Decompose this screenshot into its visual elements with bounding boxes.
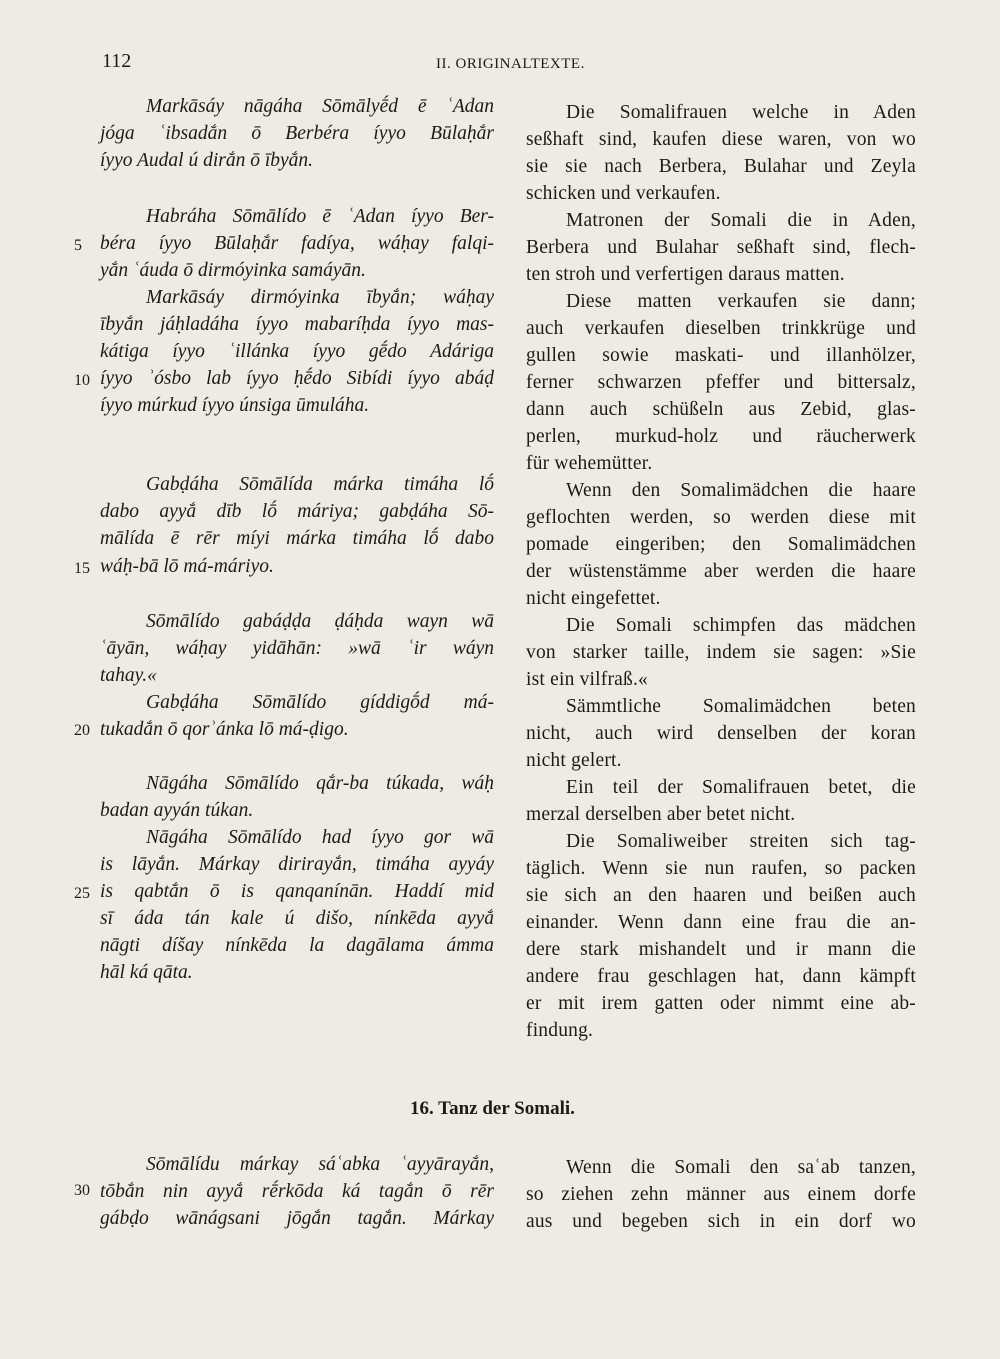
- german-line: täglich. Wenn sie nun raufen, so packen: [526, 858, 916, 879]
- german-line: Matronen der Somali die in Aden,: [566, 210, 916, 231]
- somali-line: Sōmālídu márkay sáʿabka ʿayyārayắn,: [146, 1154, 494, 1175]
- somali-line: béra íyyo Būlaḥắr fadíya, wáḥay falqi-: [100, 233, 494, 254]
- somali-line: gábḍo wānágsani jōgắn tagắn. Márkay: [100, 1208, 494, 1229]
- somali-line: is lāyắn. Márkay dirirayắn, timáha ayyáy: [100, 854, 494, 875]
- german-line: dann auch schüßeln aus Zebid, glas-: [526, 399, 916, 420]
- somali-line: wáḥ-bā lō má-máriyo.: [100, 556, 274, 577]
- line-number: 15: [74, 560, 90, 577]
- somali-line: tōbắn nin ayyắ rḗrkōda ká tagắn ō rēr: [100, 1181, 494, 1202]
- german-line: andere frau geschlagen hat, dann kämpft: [526, 966, 916, 987]
- german-line: Die Somalifrauen welche in Aden: [566, 102, 916, 123]
- german-line: nicht, auch wird denselben der koran: [526, 723, 916, 744]
- somali-line: íyyo múrkud íyyo únsiga ūmuláha.: [100, 395, 370, 416]
- somali-line: dabo ayyắ dīb lṓ máriya; gabḍáha Sō-: [100, 501, 494, 522]
- german-line: Wenn die Somali den saʿab tanzen,: [566, 1157, 916, 1178]
- somali-line: ʿāyān, wáḥay yidāhān: »wā ʿir wáyn: [100, 638, 494, 659]
- running-head: II. ORIGINALTEXTE.: [436, 56, 585, 72]
- german-line: für wehemütter.: [526, 453, 653, 474]
- somali-line: hāl ká qāta.: [100, 962, 193, 983]
- somali-line: Nāgáha Sōmālído qắr-ba túkada, wáḥ: [146, 773, 494, 794]
- german-line: sie sich an den haaren und beißen auch: [526, 885, 916, 906]
- somali-line: tahay.«: [100, 665, 157, 686]
- german-line: schicken und verkaufen.: [526, 183, 721, 204]
- somali-line: Nāgáha Sōmālído had íyyo gor wā: [146, 827, 494, 848]
- german-line: seßhaft sind, kaufen diese waren, von wo: [526, 129, 916, 150]
- german-line: nicht gelert.: [526, 750, 622, 771]
- german-line: pomade eingeriben; den Somalimädchen: [526, 534, 916, 555]
- somali-line: tukadắn ō qorʾánka lō má-ḍigo.: [100, 719, 349, 740]
- german-line: ten stroh und verfertigen daraus matten.: [526, 264, 845, 285]
- section-title: 16. Tanz der Somali.: [410, 1098, 575, 1119]
- somali-line: jóga ʿibsadắn ō Berbéra íyyo Būlaḥắr: [100, 123, 494, 144]
- line-number: 25: [74, 885, 90, 902]
- german-line: Diese matten verkaufen sie dann;: [566, 291, 916, 312]
- somali-line: is qabtắn ō is qanqanínān. Haddí mid: [100, 881, 494, 902]
- german-line: ist ein vilfraß.«: [526, 669, 648, 690]
- somali-line: nāgti díšay nínkēda la dagālama ámma: [100, 935, 494, 956]
- german-line: der wüstenstämme aber werden die haare: [526, 561, 916, 582]
- somali-line: íyyo Audal ú dirắn ō ībyắn.: [100, 150, 314, 171]
- german-line: Ein teil der Somalifrauen betet, die: [566, 777, 916, 798]
- somali-line: mālída ē rēr míyi márka timáha lṓ dabo: [100, 528, 494, 549]
- german-line: gullen sowie maskati- und illanhölzer,: [526, 345, 916, 366]
- german-line: Die Somali schimpfen das mädchen: [566, 615, 916, 636]
- line-number: 5: [74, 237, 82, 254]
- german-line: sie sie nach Berbera, Bulahar und Zeyla: [526, 156, 916, 177]
- german-line: merzal derselben aber betet nicht.: [526, 804, 796, 825]
- somali-line: yắn ʿáuda ō dirmóyinka samáyān.: [100, 260, 366, 281]
- german-line: er mit irem gatten oder nimmt eine ab-: [526, 993, 916, 1014]
- somali-line: Sōmālído gabáḍḍa ḍáḥda wayn wā: [146, 611, 494, 632]
- german-line: Berbera und Bulahar seßhaft sind, flech-: [526, 237, 916, 258]
- line-number: 10: [74, 372, 90, 389]
- somali-line: Habráha Sōmālído ē ʿAdan íyyo Ber-: [146, 206, 494, 227]
- somali-line: íyyo ʾósbo lab íyyo ḥḗdo Sibídi íyyo abáḍ: [100, 368, 494, 389]
- somali-line: badan ayyán túkan.: [100, 800, 254, 821]
- german-line: auch verkaufen dieselben trinkkrüge und: [526, 318, 916, 339]
- german-line: Die Somaliweiber streiten sich tag-: [566, 831, 916, 852]
- german-line: Wenn den Somalimädchen die haare: [566, 480, 916, 501]
- somali-line: Markāsáy dirmóyinka ībyắn; wáḥay: [146, 287, 494, 308]
- line-number: 30: [74, 1182, 90, 1199]
- german-line: von starker taille, indem sie sagen: »Sie: [526, 642, 916, 663]
- german-line: geflochten werden, so werden diese mit: [526, 507, 916, 528]
- german-line: dere stark mishandelt und ir mann die: [526, 939, 916, 960]
- somali-line: kátiga íyyo ʿillánka íyyo gḗdo Adáriga: [100, 341, 494, 362]
- somali-line: Markāsáy nāgáha Sōmālyḗd ē ʿAdan: [146, 96, 494, 117]
- german-line: findung.: [526, 1020, 594, 1041]
- line-number: 20: [74, 722, 90, 739]
- german-line: so ziehen zehn männer aus einem dorfe: [526, 1184, 916, 1205]
- somali-line: ībyắn jáḥladáha íyyo mabaríḥda íyyo mas-: [100, 314, 494, 335]
- german-line: perlen, murkud-holz und räucherwerk: [526, 426, 916, 447]
- somali-line: Gabḍáha Sōmālída márka timáha lṓ: [146, 474, 494, 495]
- german-line: Sämmtliche Somalimädchen beten: [566, 696, 916, 717]
- page-number: 112: [102, 50, 132, 72]
- german-line: nicht eingefettet.: [526, 588, 661, 609]
- german-line: einander. Wenn dann eine frau die an-: [526, 912, 916, 933]
- german-line: aus und begeben sich in ein dorf wo: [526, 1211, 916, 1232]
- somali-line: sī áda tán kale ú dišo, nínkēda ayyắ: [100, 908, 494, 929]
- somali-line: Gabḍáha Sōmālído gíddigṓd má-: [146, 692, 494, 713]
- german-line: ferner schwarzen pfeffer und bittersalz,: [526, 372, 916, 393]
